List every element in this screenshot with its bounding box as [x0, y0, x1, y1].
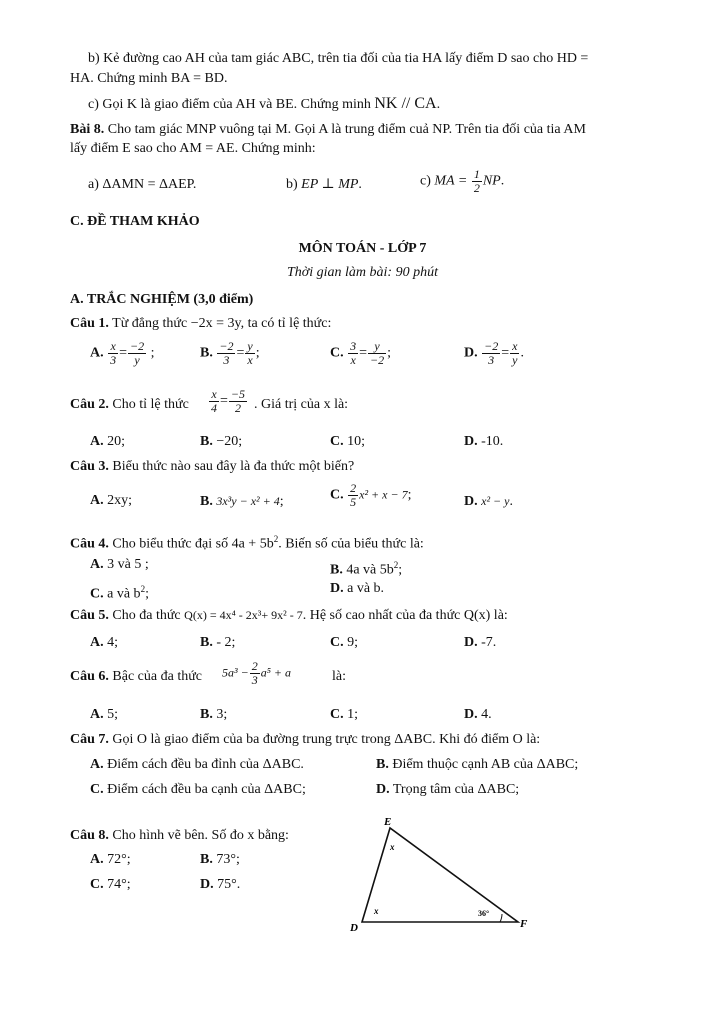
equals-sign: =: [501, 345, 510, 361]
q3-option-a[interactable]: [90, 492, 132, 510]
option-letter: D.: [464, 494, 478, 509]
q6-text-before: Bậc của đa thức: [112, 669, 203, 684]
option-letter: A.: [90, 757, 104, 772]
bai8-line2: lấy điểm E sao cho AM = AE. Chứng minh:: [70, 141, 316, 156]
fraction: [250, 660, 260, 687]
fraction-numerator: x: [108, 340, 118, 354]
fraction-numerator: x: [512, 339, 518, 353]
angle-label-e: x: [390, 842, 395, 852]
bai8-part-a: [88, 176, 196, 194]
q2-text-after: . Giá trị của x là:: [254, 397, 349, 412]
option-letter: B.: [200, 434, 213, 449]
option-end: ;: [255, 345, 260, 361]
q4-question: [70, 530, 660, 554]
fraction-numerator: −2: [484, 339, 499, 353]
fraction-numerator: y: [368, 340, 386, 354]
part-a-text: A. TRẮC NGHIỆM (3,0 điểm): [70, 292, 254, 307]
fraction-denominator: 4: [211, 401, 217, 415]
fraction-denominator: 2: [473, 181, 480, 195]
fraction: [482, 340, 500, 367]
option-text: 3 và 5 ;: [107, 557, 149, 572]
q1-option-b[interactable]: [200, 340, 260, 367]
option-text: a và b: [107, 586, 141, 602]
option-letter: C.: [330, 434, 344, 449]
bai8-a-dot: .: [192, 177, 197, 192]
q6-poly-left: 5a³ −: [222, 665, 249, 680]
option-letter: C.: [330, 345, 344, 361]
q7-text: Gọi O là giao điểm của ba đường trung trực trong ΔABC. Khi đó điểm O là:: [112, 732, 541, 747]
option-letter: B.: [200, 707, 213, 722]
fraction-denominator: 3: [223, 353, 230, 367]
q2-option-d[interactable]: [464, 433, 503, 451]
q6-question-text: [70, 668, 202, 686]
option-end: ;: [407, 487, 412, 503]
fraction-numerator: −5: [230, 387, 246, 401]
option-sup: 2: [393, 560, 399, 570]
angle-arc-f: [500, 914, 502, 922]
option-letter: A.: [90, 635, 104, 650]
bai8-text1: Cho tam giác MNP vuông tại M. Gọi A là trung điểm cuả NP. Trên tia đối của tia AM: [107, 122, 586, 137]
intro-c-math: NK // CA: [374, 95, 437, 112]
fraction-denominator: x: [350, 353, 356, 367]
fraction: [348, 482, 358, 509]
q3-option-c[interactable]: [330, 482, 411, 509]
q2-question: [70, 387, 670, 420]
fraction: [108, 340, 118, 367]
option-letter: C.: [330, 635, 344, 650]
q2-label: Câu 2.: [70, 397, 109, 412]
fraction-denominator: y: [134, 353, 140, 367]
q5-text-before: Cho đa thức: [112, 608, 181, 623]
option-letter: A.: [90, 852, 104, 867]
option-end: .: [520, 345, 524, 361]
fraction: [229, 388, 247, 415]
q5-option-a[interactable]: [90, 634, 118, 652]
option-text: x² − y: [481, 494, 510, 508]
option-text: 5;: [107, 707, 119, 722]
option-letter: C.: [330, 487, 344, 503]
option-text: 73°;: [216, 852, 240, 867]
intro-b-line2: HA. Chứng minh BA = BD.: [70, 71, 228, 86]
q4-text-after: . Biến số của biểu thức là:: [278, 536, 424, 552]
q8-option-a[interactable]: [90, 851, 131, 869]
q7-question: [70, 731, 660, 749]
q5-option-c[interactable]: [330, 634, 358, 652]
q3-text: Biểu thức nào sau đây là đa thức một biến?: [112, 459, 355, 474]
q5-question: [70, 606, 660, 625]
q8-option-c[interactable]: [90, 876, 131, 894]
fraction-numerator: x: [209, 388, 219, 402]
fraction-denominator: 5: [350, 495, 357, 509]
subject-title: [0, 240, 725, 258]
q6-option-a[interactable]: [90, 706, 118, 724]
fraction-numerator: 1: [473, 167, 480, 181]
q2-option-c[interactable]: [330, 433, 365, 451]
option-text: x² + x − 7: [359, 487, 408, 502]
option-text: a và b.: [347, 581, 385, 596]
q5-text-after: . Hệ số cao nhất của đa thức Q(x) là:: [302, 608, 508, 623]
equals-sign: =: [359, 345, 368, 361]
fraction-denominator: x: [247, 353, 253, 367]
option-end: .: [509, 494, 513, 509]
q6-poly-right: a⁵ + a: [260, 665, 291, 680]
part-a-title: [70, 291, 660, 309]
option-text: −20;: [216, 434, 243, 449]
fraction-denominator: 3: [251, 673, 258, 687]
option-letter: B.: [200, 345, 213, 361]
q8-option-d[interactable]: [200, 876, 240, 894]
option-text: 74°;: [107, 877, 131, 892]
bai8-line1: [70, 121, 660, 139]
q3-option-b[interactable]: [200, 492, 284, 511]
option-text: 10;: [347, 434, 366, 449]
q3-question: [70, 458, 660, 476]
option-letter: B.: [200, 635, 213, 650]
q6-option-c[interactable]: [330, 706, 358, 724]
intro-c-text: c) Gọi K là giao điểm của AH và BE. Chứng minh: [88, 97, 371, 112]
intro-b-line1: b) Kẻ đường cao AH của tam giác ABC, trên tia đối của tia HA lấy điểm D sao cho HD =: [88, 51, 589, 66]
option-text: 4a và 5b: [346, 562, 394, 578]
option-text: 3x³y − x² + 4: [216, 494, 280, 508]
q1-text: Từ đẳng thức −2x = 3y, ta có tỉ lệ thức:: [112, 316, 332, 331]
option-text: -10.: [481, 434, 504, 449]
q1-option-c[interactable]: [330, 340, 391, 367]
equals-sign: =: [220, 393, 228, 409]
fraction-denominator: −2: [370, 353, 385, 367]
q7-option-b[interactable]: [376, 756, 578, 774]
q7-option-d[interactable]: [376, 781, 519, 799]
q2-text-before: Cho tỉ lệ thức: [112, 397, 189, 412]
q3-option-d[interactable]: [464, 492, 513, 511]
q8-option-b[interactable]: [200, 851, 240, 869]
option-letter: C.: [90, 586, 104, 602]
fraction-denominator: 3: [110, 353, 117, 367]
bai8-a-math: ΔAMN = ΔAEP: [102, 177, 193, 192]
q5-option-d[interactable]: [464, 634, 496, 652]
q7-option-c[interactable]: [90, 781, 306, 799]
option-text: 9;: [347, 635, 359, 650]
q4-label: Câu 4.: [70, 536, 109, 552]
time-limit: Thời gian làm bài: 90 phút: [287, 265, 438, 280]
fraction-numerator: 3: [350, 339, 357, 353]
vertex-label-d: D: [350, 922, 358, 934]
angle-label-d: x: [374, 906, 379, 916]
q5-polynomial: Q(x) = 4x⁴ - 2x³+ 9x² - 7: [184, 608, 303, 622]
option-letter: C.: [90, 782, 104, 797]
vertex-label-f: F: [520, 918, 528, 930]
q3-label: Câu 3.: [70, 459, 109, 474]
option-letter: D.: [464, 635, 478, 650]
option-end: ;: [145, 586, 149, 602]
q6-label: Câu 6.: [70, 669, 109, 684]
option-text: 3;: [216, 707, 228, 722]
option-text: 72°;: [107, 852, 131, 867]
option-text: 2xy;: [107, 493, 133, 508]
q4-option-d[interactable]: [330, 580, 384, 598]
fraction: [209, 388, 219, 415]
bai8-parts: [88, 168, 688, 198]
fraction-numerator: 2: [350, 481, 357, 495]
q4-option-b[interactable]: [330, 556, 402, 580]
equals-sign: =: [119, 345, 128, 361]
option-text: Điểm cách đều ba cạnh của ΔABC;: [107, 782, 306, 797]
vertex-label-e: E: [384, 816, 392, 828]
q2-option-a[interactable]: [90, 433, 125, 451]
option-letter: C.: [330, 707, 344, 722]
section-c-text: C. ĐỀ THAM KHẢO: [70, 214, 200, 229]
triangle-def: [362, 828, 518, 922]
option-text: 1;: [347, 707, 359, 722]
option-text: Điểm thuộc cạnh AB của ΔABC;: [392, 757, 579, 772]
q1-question: [70, 315, 660, 333]
option-text: 20;: [107, 434, 126, 449]
fraction-denominator: 2: [234, 401, 241, 415]
option-end: ;: [150, 345, 155, 361]
intro-c-end: .: [436, 97, 441, 112]
option-letter: C.: [90, 877, 104, 892]
fraction-denominator: 3: [488, 353, 495, 367]
option-end: ;: [398, 562, 403, 578]
q6-text-after: là:: [332, 669, 346, 684]
bai8-part-b: [286, 176, 362, 194]
option-letter: D.: [464, 434, 478, 449]
intro-c-line: [88, 95, 678, 114]
q7-label: Câu 7.: [70, 732, 109, 747]
angle-label-f: 36°: [478, 909, 490, 918]
option-letter: A.: [90, 345, 104, 361]
q1-option-d[interactable]: [464, 340, 524, 367]
option-letter: D.: [200, 877, 214, 892]
q1-option-a[interactable]: [90, 340, 155, 367]
q6-polynomial: [222, 660, 291, 687]
fraction: [348, 340, 358, 367]
bai8-c-fraction: [472, 168, 482, 195]
option-letter: A.: [90, 434, 104, 449]
subject-text: MÔN TOÁN - LỚP 7: [298, 241, 427, 256]
fraction-numerator: −2: [219, 339, 234, 353]
option-letter: B.: [200, 852, 213, 867]
option-end: ;: [279, 494, 284, 509]
q3-options: [90, 482, 650, 512]
option-letter: D.: [376, 782, 390, 797]
fraction-numerator: y: [247, 339, 253, 353]
option-text: 4;: [107, 635, 119, 650]
q4-option-a[interactable]: [90, 556, 149, 574]
option-end: ;: [387, 345, 392, 361]
q6-question: [70, 660, 670, 690]
bai8-a-label: a): [88, 177, 99, 192]
fraction: [510, 340, 519, 367]
option-letter: B.: [376, 757, 389, 772]
q4-option-c[interactable]: [90, 580, 149, 604]
bai8-part-c: [420, 168, 504, 195]
bai8-b-label: b): [286, 177, 298, 192]
bai8-b-math: EP ⊥ MP: [301, 177, 359, 192]
q8-label: Câu 8.: [70, 828, 109, 843]
fraction: [368, 340, 386, 367]
option-text: Điểm cách đều ba đỉnh của ΔABC.: [107, 757, 304, 772]
equals-sign: =: [236, 345, 245, 361]
bai8-b-dot: .: [358, 177, 362, 192]
option-text: 4.: [481, 707, 492, 722]
fraction: [217, 340, 235, 367]
bai8-c-dot: .: [500, 173, 505, 189]
q5-option-b[interactable]: [200, 634, 235, 652]
option-letter: B.: [330, 562, 343, 578]
option-text: - 2;: [216, 635, 236, 650]
option-letter: D.: [464, 707, 478, 722]
bai8-c-left: MA =: [434, 173, 468, 189]
q1-options: [90, 340, 650, 370]
option-text: -7.: [481, 635, 497, 650]
fraction: [245, 340, 254, 367]
option-letter: A.: [90, 557, 104, 572]
q8-text: Cho hình vẽ bên. Số đo x bằng:: [112, 828, 289, 843]
fraction: [128, 340, 146, 367]
q5-label: Câu 5.: [70, 608, 109, 623]
fraction-numerator: −2: [130, 339, 145, 353]
section-c-title: [70, 213, 660, 231]
q7-option-a[interactable]: [90, 756, 304, 774]
option-letter: A.: [90, 707, 104, 722]
q2-option-b[interactable]: [200, 433, 242, 451]
q4-sup: 2: [273, 534, 279, 544]
q1-label: Câu 1.: [70, 316, 109, 331]
option-letter: D.: [464, 345, 478, 361]
triangle-figure: [340, 810, 540, 940]
q6-option-d[interactable]: [464, 706, 492, 724]
option-sup: 2: [140, 584, 146, 594]
q2-proportion: [208, 388, 248, 415]
bai8-c-label: c): [420, 173, 431, 189]
option-letter: B.: [200, 494, 213, 509]
fraction-denominator: y: [512, 353, 518, 367]
bai8-label: Bài 8.: [70, 122, 105, 137]
option-text: Trọng tâm của ΔABC;: [392, 782, 520, 797]
option-letter: D.: [330, 581, 344, 596]
q6-option-b[interactable]: [200, 706, 227, 724]
q4-text-before: Cho biểu thức đại số 4a + 5b: [112, 536, 274, 552]
q2-question-text: [70, 396, 189, 414]
bai8-c-right: NP: [482, 173, 501, 189]
option-text: 75°.: [217, 877, 241, 892]
option-letter: A.: [90, 493, 104, 508]
fraction-numerator: 2: [251, 659, 258, 673]
